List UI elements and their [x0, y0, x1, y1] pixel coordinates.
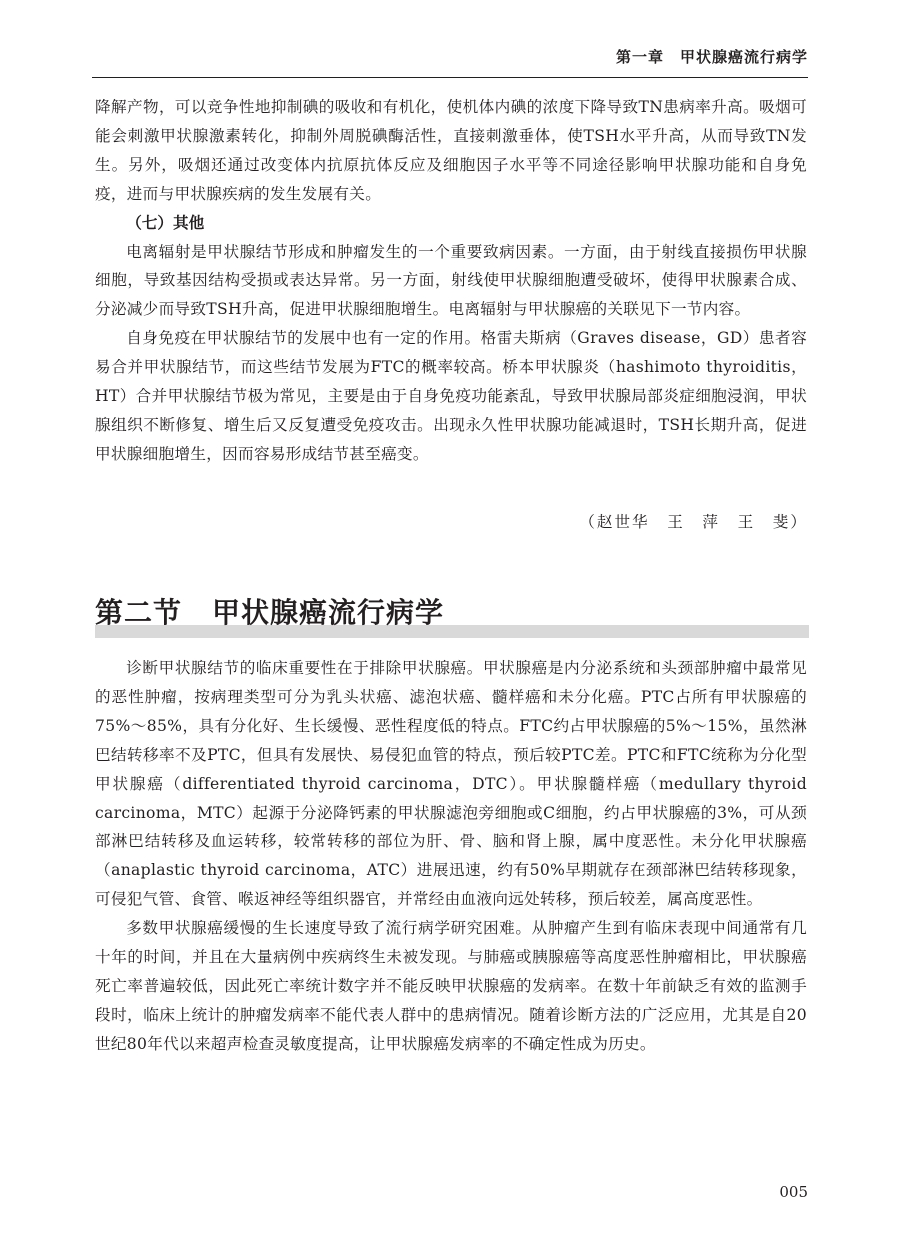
section-one-body — [95, 93, 807, 469]
running-head: 第一章 甲状腺癌流行病学 — [615, 48, 808, 66]
paragraph-radiation: 电离辐射是甲状腺结节形成和肿瘤发生的一个重要致病因素。一方面，由于射线直接损伤甲状腺细胞，导致基因结构受损或表达异常。另一方面，射线使甲状腺细胞遭受破坏，使得甲状腺素合成、分泌减少而导致TSH升高，促进甲状腺细胞增生。电离辐射与甲状腺癌的关联见下一节内容。 — [95, 242, 807, 319]
paragraph-autoimmunity: 自身免疫在甲状腺结节的发展中也有一定的作用。格雷夫斯病（Graves disease，GD）患者容易合并甲状腺结节，而这些结节发展为FTC的概率较高。桥本甲状腺炎（hashimoto thyroiditis，HT）合并甲状腺结节极为常见，主要是由于自身免疫功能紊乱，导致甲状腺局部炎症细胞浸润，甲状腺组织不断修复、增生后又反复遭受免疫攻击。出现永久性甲状腺功能减退时，TSH长期升高，促进甲状腺细胞增生，因而容易形成结节甚至癌变。 — [95, 329, 807, 463]
subheading-other: （七）其他 — [126, 213, 205, 232]
paragraph-epidemiology-difficulty: 多数甲状腺癌缓慢的生长速度导致了流行病学研究困难。从肿瘤产生到有临床表现中间通常有几十年的时间，并且在大量病例中疾病终生未被发现。与肺癌或胰腺癌等高度恶性肿瘤相比，甲状腺癌死亡率普遍较低，因此死亡率统计数字并不能反映甲状腺癌的发病率。在数十年前缺乏有效的监测手段时，临床上统计的肿瘤发病率不能代表人群中的患病情况。随着诊断方法的广泛应用，尤其是自20世纪80年代以来超声检查灵敏度提高，让甲状腺癌发病率的不确定性成为历史。 — [95, 919, 807, 1053]
header-rule — [92, 77, 808, 78]
author-credit: （赵世华 王 萍 王 斐） — [579, 513, 808, 531]
section-number: 第二节 — [95, 596, 183, 629]
paragraph-thyroid-cancer-types: 诊断甲状腺结节的临床重要性在于排除甲状腺癌。甲状腺癌是内分泌系统和头颈部肿瘤中最常见的恶性肿瘤，按病理类型可分为乳头状癌、滤泡状癌、髓样癌和未分化癌。PTC占所有甲状腺癌的75%～85%，具有分化好、生长缓慢、恶性程度低的特点。FTC约占甲状腺癌的5%～15%，虽然淋巴结转移率不及PTC，但具有发展快、易侵犯血管的特点，预后较PTC差。PTC和FTC统称为分化型甲状腺癌（differentiated thyroid carcinoma，DTC）。甲状腺髓样癌（medullary thyroid carcinoma，MTC）起源于分泌降钙素的甲状腺滤泡旁细胞或C细胞，约占甲状腺癌的3%，可从颈部淋巴结转移及血运转移，较常转移的部位为肝、骨、脑和肾上腺，属中度恶性。未分化甲状腺癌（anaplastic thyroid carcinoma，ATC）进展迅速，约有50%早期就存在颈部淋巴结转移现象，可侵犯气管、食管、喉返神经等组织器官，并常经由血液向远处转移，预后较差，属高度恶性。 — [95, 659, 807, 909]
paragraph-smoking: 降解产物，可以竞争性地抑制碘的吸收和有机化，使机体内碘的浓度下降导致TN患病率升高。吸烟可能会刺激甲状腺激素转化，抑制外周脱碘酶活性，直接刺激垂体，使TSH水平升高，从而导致TN发生。另外，吸烟还通过改变体内抗原抗体反应及细胞因子水平等不同途径影响甲状腺功能和自身免疫，进而与甲状腺疾病的发生发展有关。 — [95, 98, 807, 203]
section-title-text: 甲状腺癌流行病学 — [212, 596, 445, 629]
section-heading — [95, 595, 444, 631]
page-number: 005 — [779, 1183, 808, 1201]
section-two-body — [95, 654, 807, 1059]
